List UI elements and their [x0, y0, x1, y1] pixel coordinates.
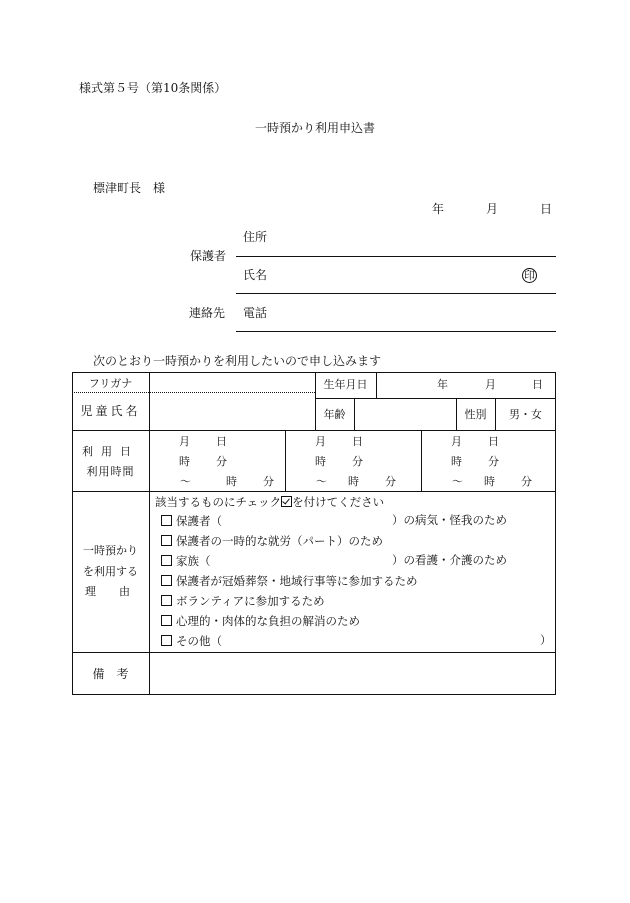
reason-3-text: 家族（: [176, 554, 211, 568]
age-input-area[interactable]: [356, 400, 454, 428]
child-name-label: 児童氏名: [80, 404, 141, 418]
age-label: 年齢: [323, 408, 346, 421]
checkbox-icon[interactable]: [161, 515, 172, 526]
slot2-end-minute-label: 分: [385, 475, 396, 488]
checkbox-icon[interactable]: [161, 535, 172, 546]
address-label: 住所: [243, 230, 268, 244]
birth-value-divider: [376, 372, 377, 398]
slot2-start-minute-label: 分: [352, 455, 363, 468]
sex-label: 性別: [464, 408, 487, 421]
reason-1-text: 保護者（: [176, 514, 222, 528]
reason-5-text: ボランティアに参加するため: [176, 594, 325, 608]
date-year-label: 年: [432, 202, 445, 216]
row-divider-3: [72, 652, 556, 653]
slot1-tilde: ～: [180, 475, 191, 488]
reason-option-5[interactable]: [161, 595, 325, 608]
furigana-label: フリガナ: [88, 377, 133, 390]
slot2-start-hour-label: 時: [315, 455, 326, 468]
usage-date-label: 利用日: [82, 445, 139, 458]
slot2-month-label: 月: [315, 435, 326, 448]
slot2-tilde: ～: [316, 475, 327, 488]
age-value-divider: [354, 398, 355, 430]
date-month-label: 月: [486, 202, 499, 216]
slot-divider-1: [285, 430, 286, 491]
slot3-end-hour-label: 時: [484, 475, 495, 488]
slot3-tilde: ～: [452, 475, 463, 488]
name-field-line[interactable]: [236, 293, 556, 294]
addressee: 標津町長 様: [93, 181, 166, 195]
reason-label-line3: 理 由: [85, 585, 136, 598]
slot3-start-hour-label: 時: [451, 455, 462, 468]
birth-month-label: 月: [485, 378, 496, 391]
slot1-month-label: 月: [179, 435, 190, 448]
slot1-start-hour-label: 時: [179, 455, 190, 468]
checkbox-icon[interactable]: [161, 575, 172, 586]
slot1-day-label: 日: [216, 435, 227, 448]
check-instruction-pre: 該当するものにチェック: [155, 495, 282, 509]
contact-label: 連絡先: [189, 306, 226, 320]
remarks-label: 備 考: [92, 667, 129, 681]
guardian-label: 保護者: [190, 249, 227, 263]
row-divider-2: [72, 491, 556, 492]
phone-label: 電話: [243, 306, 268, 320]
checkbox-icon[interactable]: [161, 555, 172, 566]
reason-7-suffix: ）: [540, 633, 552, 647]
reason-option-4[interactable]: [161, 575, 418, 588]
date-day-label: 日: [540, 202, 553, 216]
checkbox-icon[interactable]: [161, 615, 172, 626]
check-instruction: [155, 496, 384, 509]
reason-3-suffix: ）の看護・介護のため: [392, 553, 507, 567]
reason-label-line2: を利用する: [83, 565, 138, 578]
row-divider-1: [72, 430, 556, 431]
reason-option-7[interactable]: [161, 635, 222, 648]
name-label: 氏名: [243, 268, 268, 282]
slot3-end-minute-label: 分: [521, 475, 532, 488]
reason-1-suffix: ）の病気・怪我のため: [392, 513, 507, 527]
remarks-input-area[interactable]: [151, 654, 554, 693]
intro-text: 次のとおり一時預かりを利用したいので申し込みます: [93, 354, 382, 368]
birthdate-divider: [315, 398, 556, 399]
furigana-input-area[interactable]: [151, 374, 313, 391]
reason-6-text: 心理的・肉体的な負担の解消のため: [176, 614, 360, 628]
reason-option-2[interactable]: [161, 535, 383, 548]
address-field-line[interactable]: [236, 256, 556, 257]
checkbox-icon[interactable]: [161, 595, 172, 606]
slot-divider-2: [421, 430, 422, 491]
child-name-input-area[interactable]: [151, 394, 313, 428]
check-instruction-post: を付けてください: [292, 495, 385, 509]
sex-options[interactable]: 男・女: [509, 408, 542, 421]
reason-7-text: その他（: [176, 634, 222, 648]
slot2-end-hour-label: 時: [348, 475, 359, 488]
phone-field-line[interactable]: [236, 331, 556, 332]
reason-option-1[interactable]: [161, 515, 222, 528]
slot1-start-minute-label: 分: [216, 455, 227, 468]
reason-4-text: 保護者が冠婚葬祭・地域行事等に参加するため: [176, 574, 418, 588]
birth-year-label: 年: [437, 378, 448, 391]
checkbox-icon[interactable]: [161, 635, 172, 646]
slot1-end-hour-label: 時: [226, 475, 237, 488]
reason-option-6[interactable]: [161, 615, 360, 628]
slot3-month-label: 月: [451, 435, 462, 448]
slot3-day-label: 日: [488, 435, 499, 448]
birthdate-label: 生年月日: [323, 378, 368, 391]
checked-box-icon: [281, 496, 292, 507]
reason-option-3[interactable]: [161, 555, 211, 568]
slot1-end-minute-label: 分: [263, 475, 274, 488]
seal-mark: 印: [524, 269, 535, 282]
reason-2-text: 保護者の一時的な就労（パート）のため: [176, 534, 383, 548]
form-number: 様式第５号（第10条関係）: [79, 81, 227, 95]
furigana-divider: [72, 392, 315, 393]
slot2-day-label: 日: [352, 435, 363, 448]
label-column-divider: [149, 372, 150, 695]
birth-day-label: 日: [532, 378, 543, 391]
reason-label-line1: 一時預かり: [83, 544, 138, 557]
usage-time-label: 利用時間: [86, 465, 135, 478]
slot3-start-minute-label: 分: [488, 455, 499, 468]
page-title: 一時預かり利用申込書: [254, 121, 375, 135]
